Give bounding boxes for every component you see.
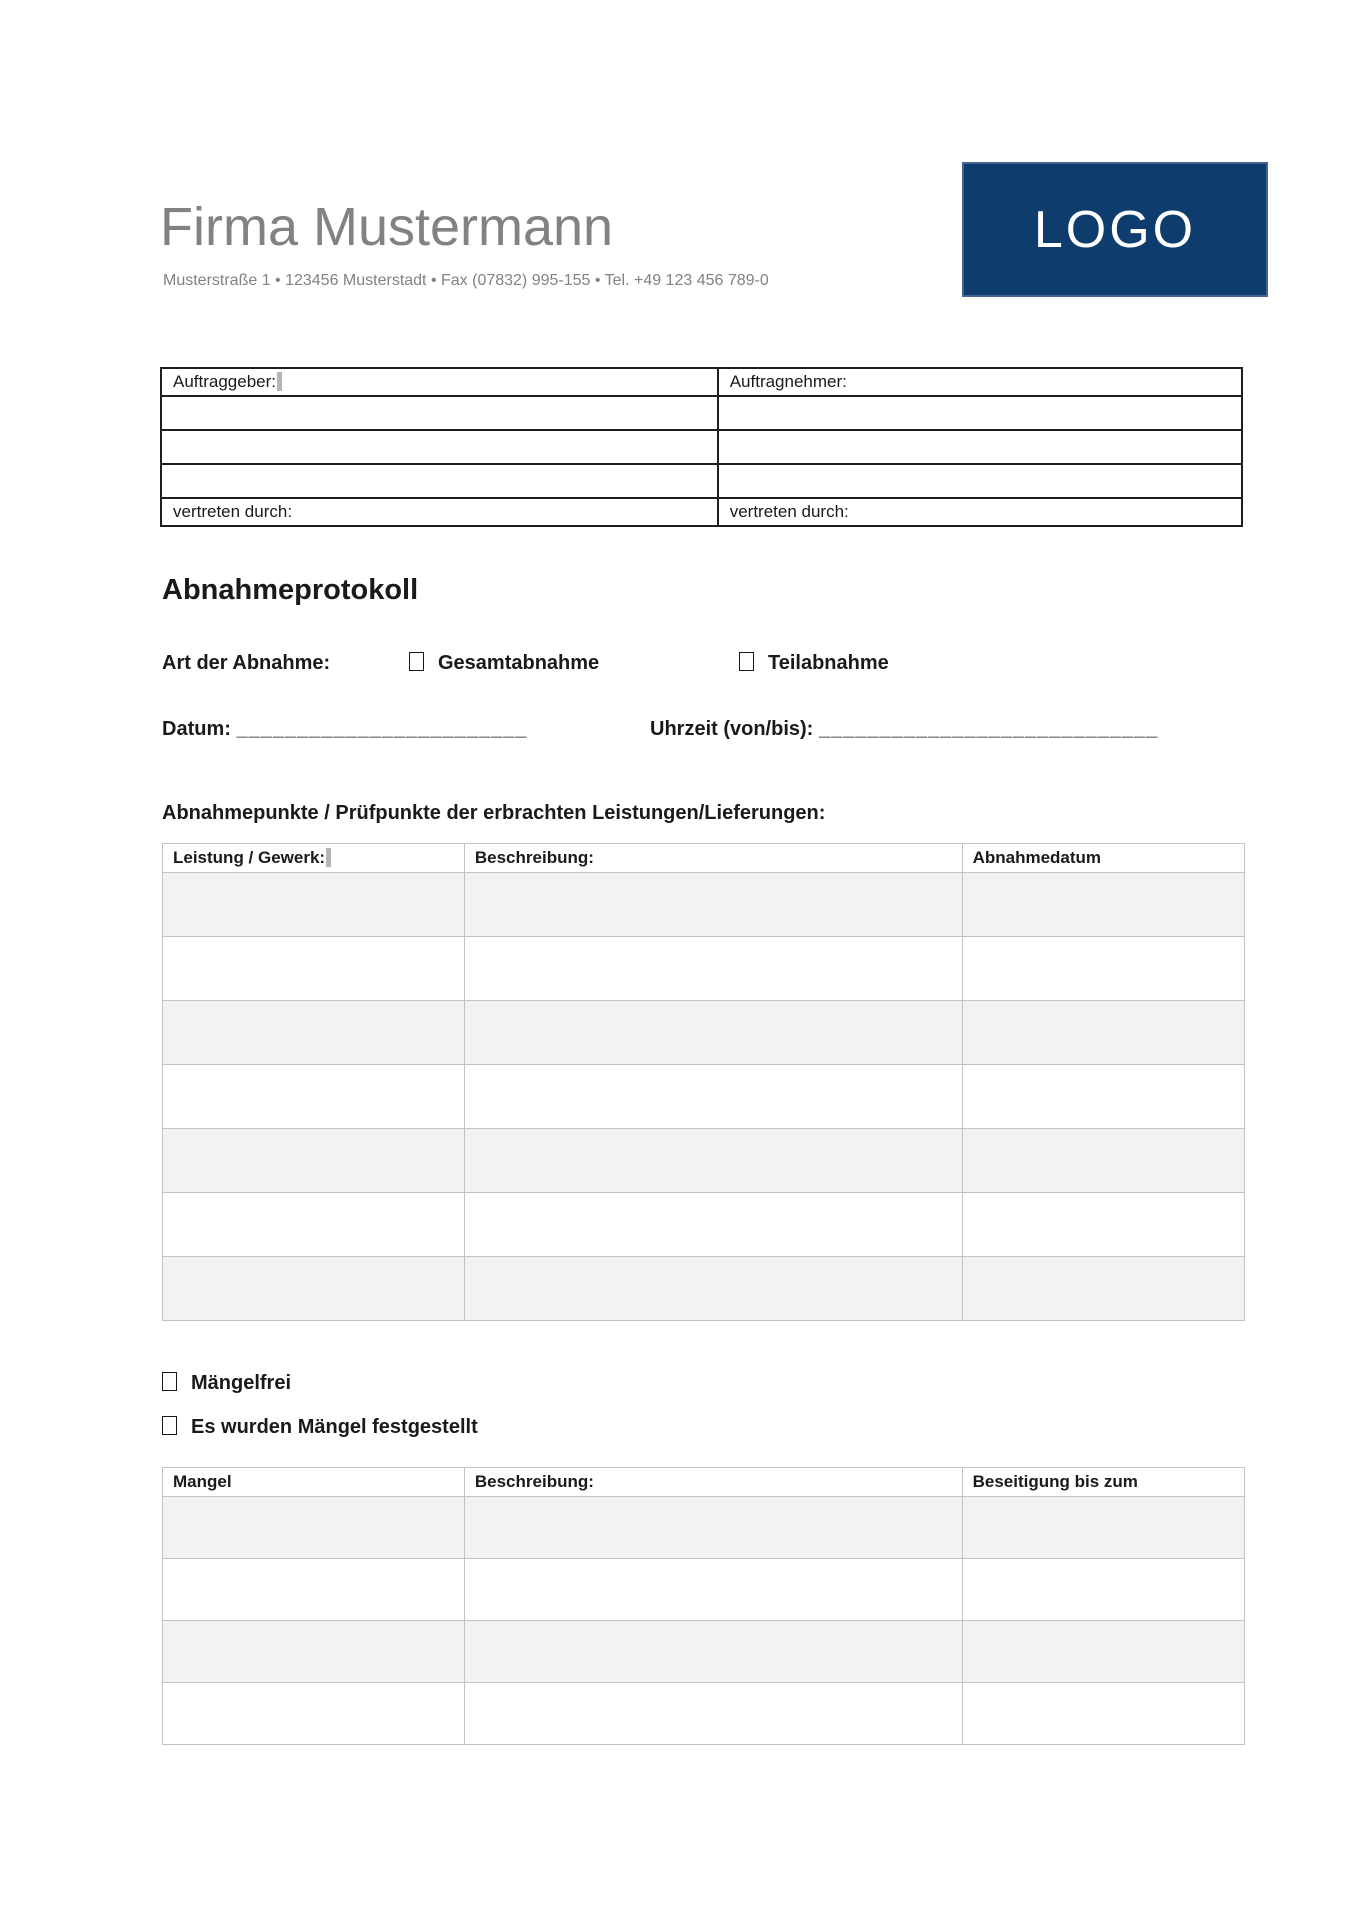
date-label: Datum: — [162, 718, 231, 740]
empty-cell[interactable] — [718, 396, 1242, 430]
option-label: Mängelfrei — [191, 1372, 292, 1394]
empty-cell[interactable] — [962, 1001, 1244, 1065]
option-maengel-festgestellt — [162, 1416, 478, 1439]
checkpoints-body — [163, 873, 1245, 1321]
table-row — [163, 1621, 1245, 1683]
acceptance-type-label: Art der Abnahme: — [162, 652, 331, 674]
empty-cell[interactable] — [464, 1065, 962, 1129]
time-blank-field[interactable]: ____________________________ — [818, 718, 1159, 740]
column-header-label: Leistung / Gewerk: — [173, 848, 326, 867]
empty-cell[interactable] — [163, 873, 465, 937]
client-label: Auftraggeber: — [173, 372, 277, 391]
table-row — [161, 430, 1242, 464]
acceptance-type-row — [162, 652, 1245, 684]
date-time-row — [162, 718, 1245, 752]
table-row — [163, 937, 1245, 1001]
time-group — [650, 718, 1158, 741]
empty-cell[interactable] — [163, 1129, 465, 1193]
text-cursor-icon — [326, 848, 331, 867]
empty-cell[interactable] — [163, 1257, 465, 1321]
checkbox-teilabnahme[interactable] — [739, 652, 754, 671]
empty-cell[interactable] — [962, 1621, 1244, 1683]
defects-header-row — [163, 1468, 1245, 1497]
empty-cell[interactable] — [163, 1621, 465, 1683]
column-header-leistung — [163, 844, 465, 873]
empty-cell[interactable] — [163, 1683, 465, 1745]
parties-header-row — [161, 368, 1242, 396]
contractor-label: Auftragnehmer: — [729, 372, 847, 391]
empty-cell[interactable] — [464, 873, 962, 937]
time-label: Uhrzeit (von/bis): — [650, 718, 814, 740]
empty-cell[interactable] — [464, 1193, 962, 1257]
table-row — [163, 873, 1245, 937]
date-blank-field[interactable]: ________________________ — [236, 718, 528, 740]
client-header-cell[interactable] — [161, 368, 718, 396]
client-represented-by-cell[interactable] — [161, 498, 718, 526]
defects-body — [163, 1497, 1245, 1745]
empty-cell[interactable] — [163, 1559, 465, 1621]
option-maengelfrei — [162, 1372, 291, 1395]
parties-footer-row — [161, 498, 1242, 526]
empty-cell[interactable] — [718, 430, 1242, 464]
empty-cell[interactable] — [464, 1129, 962, 1193]
option-teilabnahme — [739, 652, 889, 675]
empty-cell[interactable] — [464, 1683, 962, 1745]
empty-cell[interactable] — [163, 1001, 465, 1065]
contractor-represented-by-cell[interactable] — [718, 498, 1242, 526]
table-row — [163, 1001, 1245, 1065]
empty-cell[interactable] — [464, 1621, 962, 1683]
table-row — [163, 1497, 1245, 1559]
column-header-abnahmedatum: Abnahmedatum — [962, 844, 1244, 873]
empty-cell[interactable] — [161, 464, 718, 498]
empty-cell[interactable] — [962, 1129, 1244, 1193]
empty-cell[interactable] — [962, 1559, 1244, 1621]
column-header-beschreibung: Beschreibung: — [464, 844, 962, 873]
empty-cell[interactable] — [962, 873, 1244, 937]
checkbox-maengel-festgestellt[interactable] — [162, 1416, 177, 1435]
company-name: Firma Mustermann — [160, 197, 614, 257]
table-row — [163, 1129, 1245, 1193]
checkpoints-table — [162, 843, 1245, 1321]
empty-cell[interactable] — [464, 1559, 962, 1621]
text-cursor-icon — [277, 372, 282, 391]
company-address: Musterstraße 1 • 123456 Musterstadt • Fax (07832) 995-155 • Tel. +49 123 456 789-0 — [163, 272, 769, 289]
table-row — [163, 1257, 1245, 1321]
date-group — [162, 718, 527, 741]
contractor-header-cell[interactable] — [718, 368, 1242, 396]
empty-cell[interactable] — [962, 937, 1244, 1001]
empty-cell[interactable] — [163, 1065, 465, 1129]
empty-cell[interactable] — [464, 1257, 962, 1321]
logo-box — [962, 162, 1268, 297]
empty-cell[interactable] — [464, 1497, 962, 1559]
empty-cell[interactable] — [161, 430, 718, 464]
empty-cell[interactable] — [163, 1193, 465, 1257]
checkbox-gesamtabnahme[interactable] — [409, 652, 424, 671]
table-row — [161, 464, 1242, 498]
empty-cell[interactable] — [962, 1065, 1244, 1129]
table-row — [163, 1065, 1245, 1129]
empty-cell[interactable] — [161, 396, 718, 430]
page-title: Abnahmeprotokoll — [162, 574, 419, 606]
parties-empty-rows — [161, 396, 1242, 498]
empty-cell[interactable] — [163, 1497, 465, 1559]
empty-cell[interactable] — [464, 937, 962, 1001]
option-gesamtabnahme — [409, 652, 599, 675]
column-header-mangel: Mangel — [163, 1468, 465, 1497]
table-row — [163, 1193, 1245, 1257]
represented-by-label: vertreten durch: — [173, 502, 293, 521]
empty-cell[interactable] — [962, 1193, 1244, 1257]
empty-cell[interactable] — [718, 464, 1242, 498]
checkbox-maengelfrei[interactable] — [162, 1372, 177, 1391]
parties-table — [160, 367, 1243, 527]
checkpoints-header-row — [163, 844, 1245, 873]
option-label: Gesamtabnahme — [438, 652, 600, 674]
table-row — [161, 396, 1242, 430]
empty-cell[interactable] — [962, 1497, 1244, 1559]
column-header-beschreibung: Beschreibung: — [464, 1468, 962, 1497]
checkpoints-heading: Abnahmepunkte / Prüfpunkte der erbrachten Leistungen/Lieferungen: — [162, 802, 826, 824]
represented-by-label: vertreten durch: — [729, 502, 849, 521]
empty-cell[interactable] — [163, 937, 465, 1001]
column-header-beseitigung: Beseitigung bis zum — [962, 1468, 1244, 1497]
defects-table — [162, 1467, 1245, 1745]
option-label: Es wurden Mängel festgestellt — [191, 1416, 478, 1438]
table-row — [163, 1559, 1245, 1621]
empty-cell[interactable] — [962, 1683, 1244, 1745]
logo-text: LOGO — [1033, 200, 1197, 259]
table-row — [163, 1683, 1245, 1745]
empty-cell[interactable] — [962, 1257, 1244, 1321]
option-label: Teilabnahme — [768, 652, 889, 674]
empty-cell[interactable] — [464, 1001, 962, 1065]
